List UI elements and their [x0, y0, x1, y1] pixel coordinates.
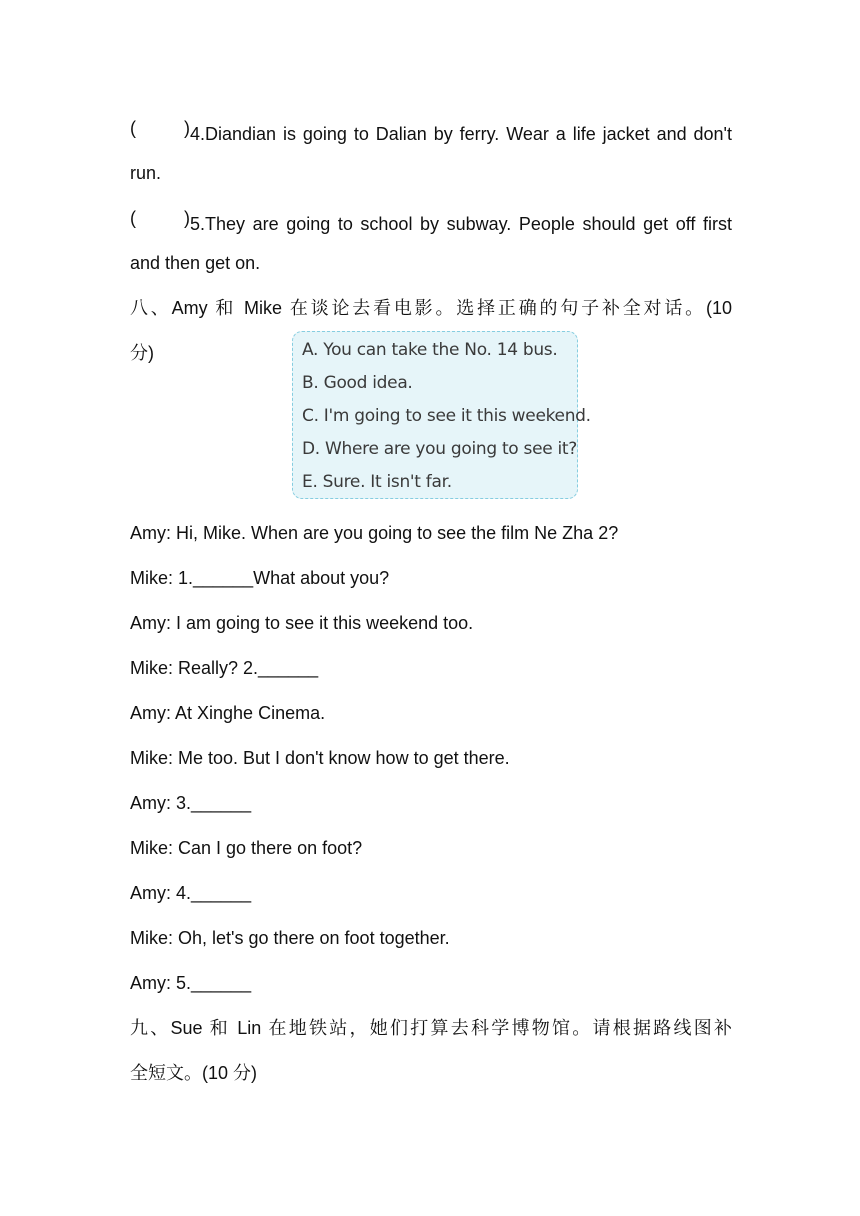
dialogue-line: Amy: I am going to see it this weekend too. — [130, 613, 474, 633]
question-4-line-1: ( ) 4.Diandian is going to Dalian by ferry. Wear a life jacket and don't — [130, 118, 732, 144]
dialogue-line: Mike: 1.______What about you? — [130, 568, 390, 588]
dialogue-line: Amy: At Xinghe Cinema. — [130, 703, 326, 723]
option-c: C. I'm going to see it this weekend. — [302, 406, 591, 426]
dialogue-line: Amy: 4.______ — [130, 883, 252, 903]
section-9-heading-cont: 全短文。(10 分) — [130, 1063, 258, 1083]
dialogue-line: Amy: Hi, Mike. When are you going to see the film Ne Zha 2? — [130, 523, 619, 543]
dialogue-line: Amy: 5.______ — [130, 973, 252, 993]
section-9-heading: 九、Sue 和 Lin 在地铁站，她们打算去科学博物馆。请根据路线图补 — [130, 1018, 732, 1038]
option-d: D. Where are you going to see it? — [302, 439, 577, 459]
dialogue-line: Mike: Can I go there on foot? — [130, 838, 363, 858]
dialogue-line: Mike: Really? 2.______ — [130, 658, 319, 678]
section-8-heading-cont: 分) — [130, 343, 154, 363]
question-4-line-2: run. — [130, 163, 162, 183]
dialogue-line: Mike: Oh, let's go there on foot together. — [130, 928, 450, 948]
answer-parentheses[interactable]: ( ) — [130, 208, 190, 228]
option-a: A. You can take the No. 14 bus. — [302, 340, 558, 360]
question-5-line-2: and then get on. — [130, 253, 261, 273]
options-box — [292, 331, 591, 499]
answer-parentheses[interactable]: ( ) — [130, 118, 190, 138]
question-5-line-1: ( ) 5.They are going to school by subway. People should get off first — [130, 208, 732, 234]
dialogue-line: Mike: Me too. But I don't know how to get there. — [130, 748, 510, 768]
dialogue-line: Amy: 3.______ — [130, 793, 252, 813]
section-8-heading: 八、Amy 和 Mike 在谈论去看电影。选择正确的句子补全对话。(10 — [130, 298, 732, 318]
option-e: E. Sure. It isn't far. — [302, 472, 452, 492]
option-b: B. Good idea. — [302, 373, 413, 393]
